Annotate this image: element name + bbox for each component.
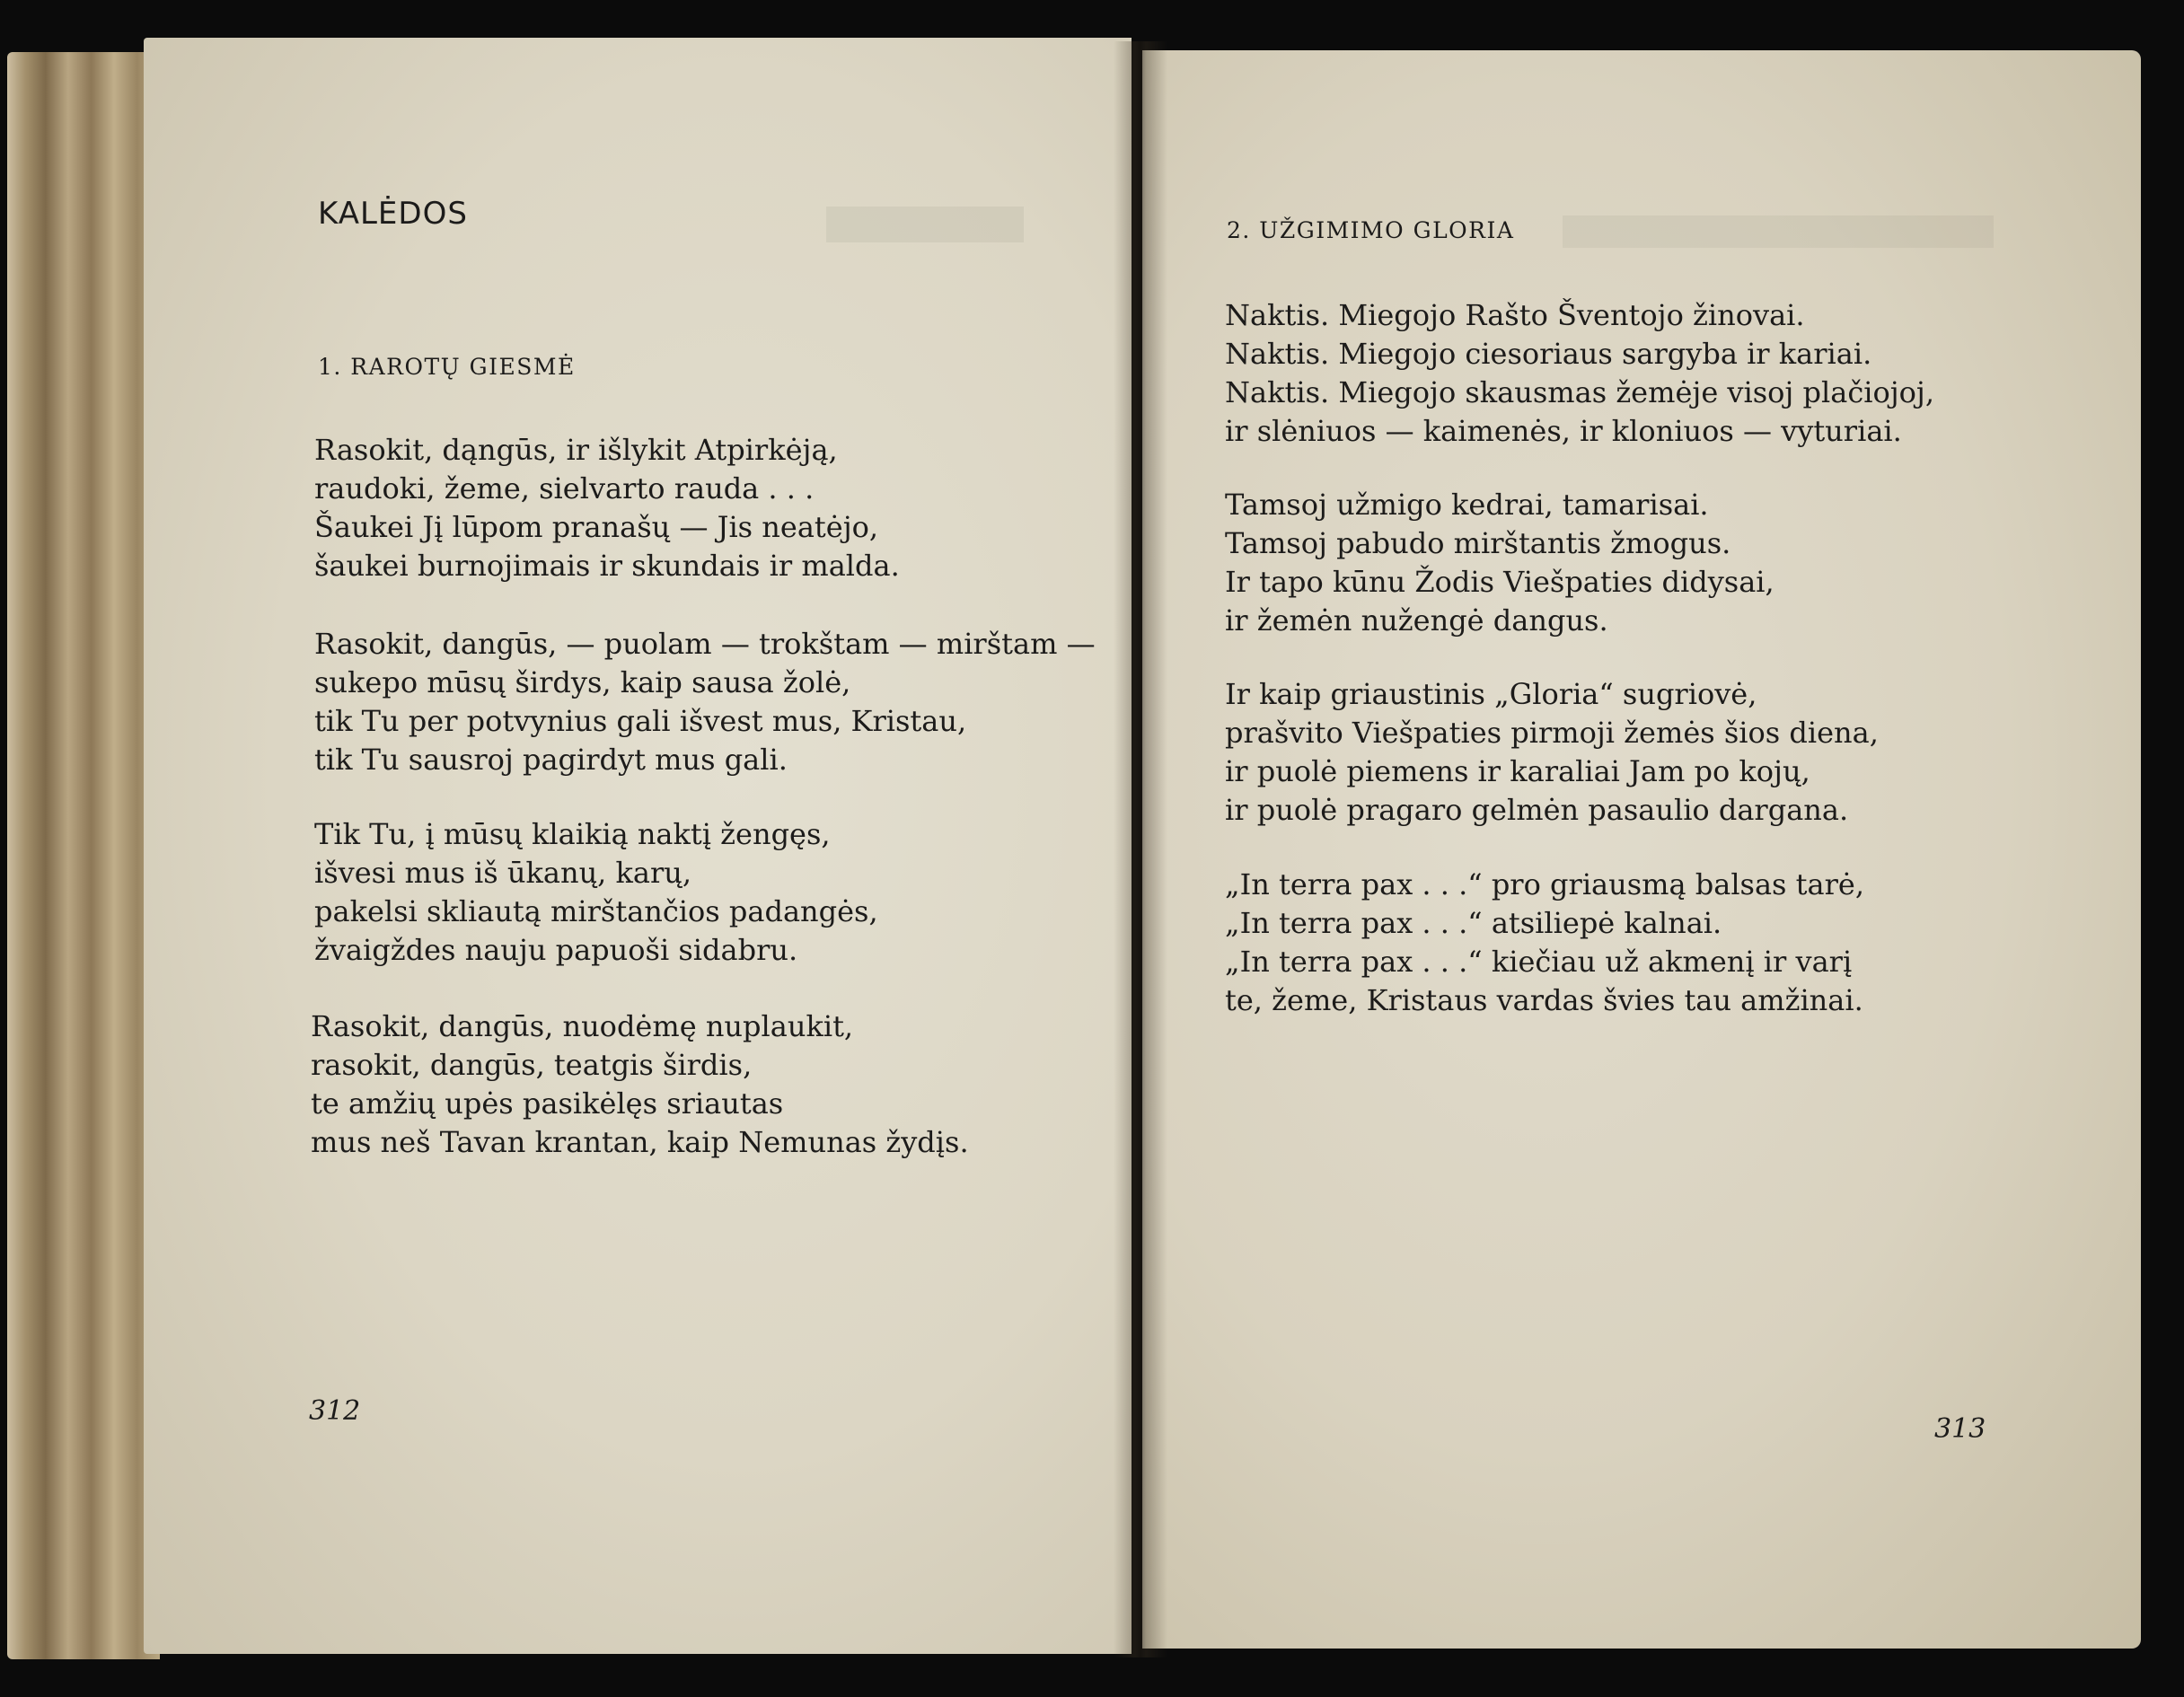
bleed-through-right [1563,215,1994,248]
verse-line: Ir kaip griaustinis „Gloria“ sugriovė, [1225,677,1757,711]
verse-line: Tamsoj pabudo mirštantis žmogus. [1225,526,1731,560]
verse-line: Naktis. Miegojo skausmas žemėje visoj plačiojoj, [1225,375,1935,409]
verse-line: šaukei burnojimais ir skundais ir malda. [314,549,900,583]
poem-title-left: 1. RAROTŲ GIESMĖ [318,354,576,380]
book-page-edges [7,52,160,1659]
verse-line: Tamsoj užmigo kedrai, tamarisai. [1225,488,1709,522]
verse-line: Naktis. Miegojo Rašto Šventojo žinovai. [1225,298,1805,332]
verse-line: te, žeme, Kristaus vardas švies tau amžinai. [1225,983,1863,1017]
page-number-right: 313 [1934,1413,1986,1445]
verse-line: Rasokit, dąngūs, ir išlykit Atpirkėją, [314,433,838,467]
section-heading: KALĖDOS [318,196,468,232]
verse-line: prašvito Viešpaties pirmoji žemės šios diena, [1225,716,1879,750]
verse-line: ir žemėn nužengė dangus. [1225,603,1608,637]
verse-line: Rasokit, dangūs, — puolam — trokštam — mirštam — [314,627,1096,661]
verse-line: ir slėniuos — kaimenės, ir kloniuos — vyturiai. [1225,414,1902,448]
verse-line: rasokit, dangūs, teatgis širdis, [311,1048,753,1082]
verse-line: sukepo mūsų širdys, kaip sausa žolė, [314,665,851,699]
verse-line: raudoki, žeme, sielvarto rauda . . . [314,471,815,506]
verse-line: išvesi mus iš ūkanų, karų, [314,856,692,890]
verse-line: ir puolė piemens ir karaliai Jam po kojų, [1225,754,1810,788]
verse-line: „In terra pax . . .“ pro griausmą balsas tarė, [1225,867,1864,901]
verse-line: te amžių upės pasikėlęs sriautas [311,1086,784,1121]
verse-line: Ir tapo kūnu Žodis Viešpaties didysai, [1225,565,1774,599]
verse-line: Tik Tu, į mūsų klaikią naktį žengęs, [314,817,831,851]
verse-line: žvaigždes nauju papuoši sidabru. [314,933,798,967]
left-stanza-1 [314,431,900,585]
right-page [1142,50,2141,1649]
bleed-through-left [826,207,1024,242]
right-stanza-1 [1225,296,1934,451]
page-number-left: 312 [309,1395,361,1427]
right-stanza-3 [1225,675,1879,830]
verse-line: pakelsi skliautą mirštančios padangės, [314,894,878,928]
verse-line: „In terra pax . . .“ atsiliepė kalnai. [1225,906,1722,940]
verse-line: tik Tu sausroj pagirdyt mus gali. [314,743,788,777]
verse-line: tik Tu per potvynius gali išvest mus, Kristau, [314,704,967,738]
poem-title-right: 2. UŽGIMIMO GLORIA [1227,217,1515,243]
book-gutter [1114,41,1167,1657]
left-stanza-4 [311,1007,969,1162]
verse-line: ir puolė pragaro gelmėn pasaulio dargana. [1225,793,1849,827]
verse-line: Naktis. Miegojo ciesoriaus sargyba ir kariai. [1225,337,1872,371]
right-stanza-2 [1225,486,1774,640]
verse-line: Rasokit, dangūs, nuodėmę nuplaukit, [311,1009,854,1043]
left-stanza-3 [314,815,878,970]
right-stanza-4 [1225,866,1864,1020]
verse-line: „In terra pax . . .“ kiečiau už akmenį ir varį [1225,945,1853,979]
verse-line: Šaukei Jį lūpom pranašų — Jis neatėjo, [314,510,879,544]
verse-line: mus neš Tavan krantan, kaip Nemunas žydįs. [311,1125,969,1159]
left-stanza-2 [314,625,1096,779]
